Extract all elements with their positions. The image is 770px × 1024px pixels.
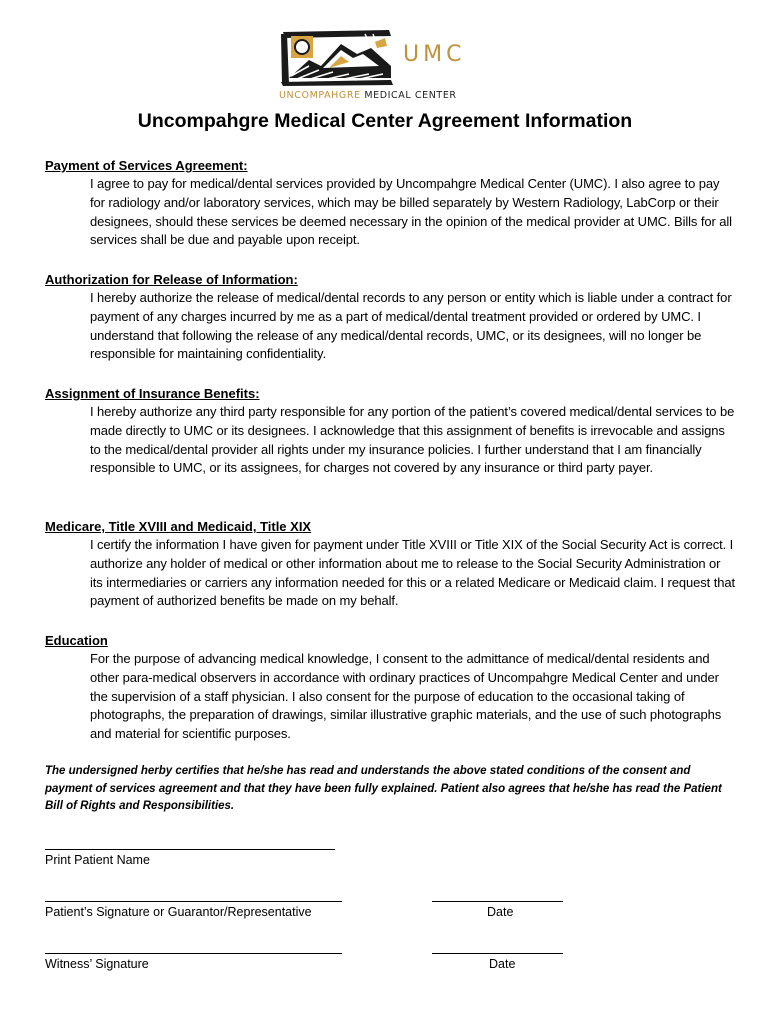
logo-subtitle bbox=[279, 90, 457, 101]
patient-signature-line[interactable] bbox=[45, 901, 342, 902]
section-body: For the purpose of advancing medical knowledge, I consent to the admittance of medical/dental residents and other para-medical observers in accordance with ordinary practices of Uncompahgre Medical Center and under the supervision of a staff physician. I also consent for the purpose of education to the occasional taking of photographs, the preparation of drawings, similar illustrative graphic materials, and the use of such photographs and material for scientific purposes. bbox=[90, 651, 722, 742]
witness-signature-line[interactable] bbox=[45, 953, 342, 954]
section-heading: Medicare, Title XVIII and Medicaid, Title XIX bbox=[45, 519, 312, 534]
section-authorization bbox=[45, 271, 735, 364]
date-label-1: Date bbox=[487, 905, 514, 919]
section-medicare bbox=[45, 518, 735, 611]
section-body: I hereby authorize any third party responsible for any portion of the patient’s covered medical/dental services to be made directly to UMC or its designees. I acknowledge that this assignment of benefits is irrevocable and assigns to the medical/dental provider all rights under my insurance policies. I further understand that I am financially responsible to UMC, or its assignees, for charges not covered by any insurance or third party payer. bbox=[90, 404, 735, 476]
print-name-label: Print Patient Name bbox=[45, 853, 150, 867]
mountain-logo-icon bbox=[279, 26, 395, 86]
date-line-2[interactable] bbox=[432, 953, 563, 954]
page-title: Uncompahgre Medical Center Agreement Information bbox=[137, 110, 633, 132]
print-name-line[interactable] bbox=[45, 849, 335, 850]
section-heading: Payment of Services Agreement: bbox=[45, 158, 248, 173]
section-heading: Education bbox=[45, 633, 108, 648]
logo-subtitle-part1: UNCOMPAHGRE bbox=[279, 90, 361, 101]
section-body: I agree to pay for medical/dental services provided by Uncompahgre Medical Center (UMC). I also agree to pay for radiology and/or laboratory services, which may be billed separately by Western Radiology, LabCorp or their designees, should these services be deemed necessary in the opinion of the medical provider at UMC. Bills for all services shall be due and payable upon receipt. bbox=[90, 176, 732, 248]
section-body: I certify the information I have given for payment under Title XVIII or Title XIX of the Social Security Act is correct. I authorize any holder of medical or other information about me to release to the Social Security Administration or its intermediaries or carriers any information needed for this or a related Medicare or Medicaid claim. I request that payment of authorized benefits be made on my behalf. bbox=[90, 537, 735, 609]
logo-subtitle-part2: MEDICAL CENTER bbox=[360, 90, 457, 101]
umc-logo bbox=[279, 26, 479, 104]
date-label-2: Date bbox=[489, 957, 516, 971]
section-heading: Assignment of Insurance Benefits: bbox=[45, 386, 260, 401]
logo-initials: UMC bbox=[403, 42, 466, 67]
section-body: I hereby authorize the release of medical/dental records to any person or entity which is liable under a contract for payment of any charges incurred by me as a part of medical/dental treatment provided or ordered by UMC. I understand that following the release of any medical/dental records, UMC, or its designees, will no longer be responsible for maintaining confidentiality. bbox=[90, 290, 732, 362]
section-payment bbox=[45, 157, 735, 250]
patient-signature-label: Patient’s Signature or Guarantor/Representative bbox=[45, 905, 312, 919]
date-line-1[interactable] bbox=[432, 901, 563, 902]
certification-statement: The undersigned herby certifies that he/she has read and understands the above stated conditions of the consent and payment of services agreement and that they have been fully explained. Patient also agrees that he/she has read the Patient Bill of Rights and Responsibilities. bbox=[45, 765, 722, 812]
section-insurance bbox=[45, 385, 735, 478]
section-heading: Authorization for Release of Information: bbox=[45, 272, 298, 287]
section-education bbox=[45, 632, 735, 744]
witness-signature-label: Witness’ Signature bbox=[45, 957, 149, 971]
